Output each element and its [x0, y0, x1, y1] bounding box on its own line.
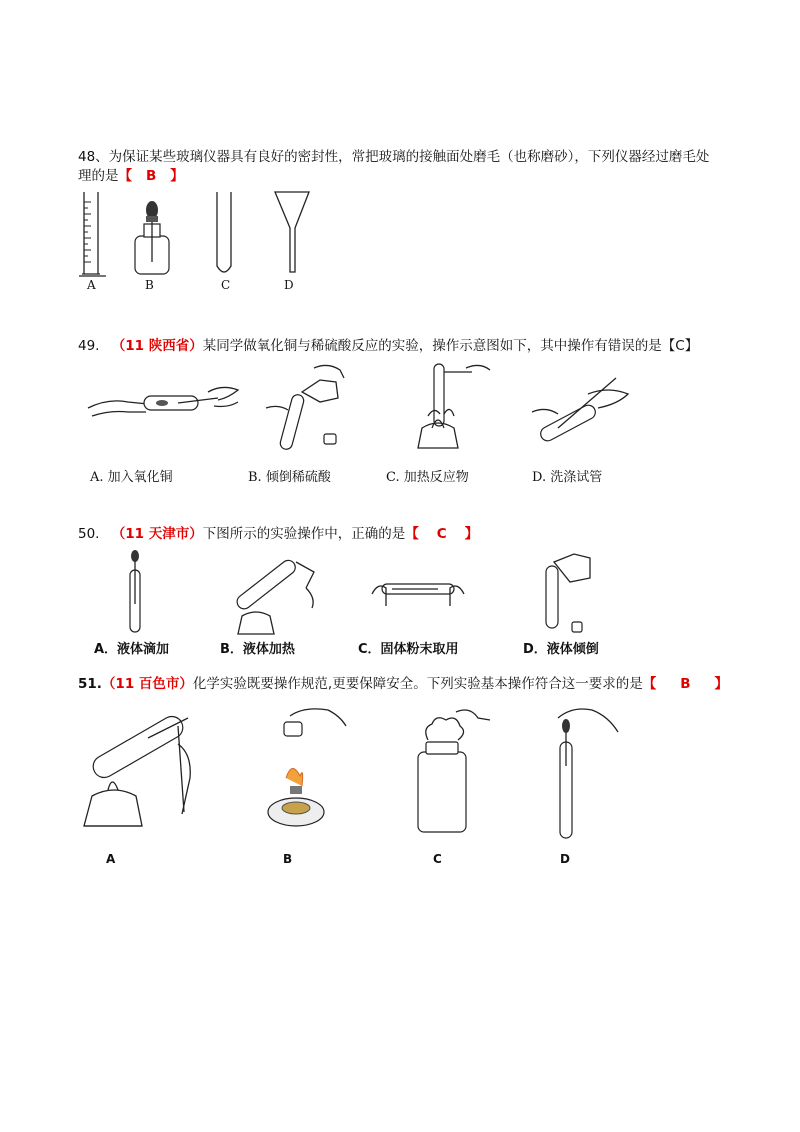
- paren-close: ）: [189, 338, 203, 354]
- answer-bracket-close: 】: [170, 168, 184, 184]
- paren-open: （: [111, 526, 126, 542]
- question-number: 50.: [78, 526, 100, 542]
- figure-label-d: D: [284, 278, 294, 292]
- figure-label-b: B: [145, 278, 154, 292]
- horizontal-tube-spatula-figure: [88, 387, 238, 416]
- operation-label-c: C. 加热反应物: [386, 470, 469, 485]
- q50-operation-figures: [120, 548, 620, 636]
- question-48-text-cont: 理的是: [78, 168, 119, 184]
- question-number: 49.: [78, 338, 100, 354]
- q48-apparatus-figures: [72, 188, 392, 280]
- liquid-pouring-figure: [546, 554, 590, 632]
- paren-close: ）: [189, 526, 203, 542]
- answer-bracket-close: 】: [464, 526, 479, 542]
- pouring-acid-figure: [266, 365, 344, 450]
- question-source: 11 天津市: [125, 526, 190, 542]
- q49-operation-figures: [88, 358, 648, 458]
- question-source: 11 百色市: [115, 676, 180, 692]
- heating-tube-clamp-figure: [84, 712, 190, 826]
- paren-open: （: [111, 338, 126, 354]
- question-number: 51.: [78, 676, 102, 692]
- dropper-bottle-figure: [135, 201, 169, 274]
- solid-powder-figure: [372, 584, 464, 606]
- washing-tube-figure: [532, 378, 628, 443]
- figure-label-d: D: [560, 852, 570, 866]
- answer-bracket-open: 【: [405, 526, 419, 542]
- liquid-heating-figure: [234, 558, 314, 634]
- question-49-text: 某同学做氧化铜与稀硫酸反应的实验，操作示意图如下，其中操作有错误的是【C】: [202, 338, 699, 354]
- question-48-text: 48、为保证某些玻璃仪器具有良好的密封性，常把玻璃的接触面处磨毛（也称磨砂），下列仪器经过磨毛处: [78, 149, 710, 165]
- alcohol-lamp-figure: [268, 709, 346, 826]
- answer-bracket-open: 【: [642, 676, 657, 692]
- question-50: [78, 522, 478, 546]
- funnel-figure: [275, 192, 309, 272]
- gas-jar-figure: [418, 710, 490, 832]
- figure-label-a: A: [87, 278, 96, 292]
- figure-label-c: C: [221, 278, 231, 292]
- paren-open: （: [101, 676, 116, 692]
- dropper-into-tube-figure: [130, 550, 140, 632]
- paren-close: ）: [179, 676, 193, 692]
- graduated-cylinder-figure: [79, 192, 106, 276]
- q51-operation-figures: [78, 704, 648, 840]
- answer-48: B: [146, 168, 157, 184]
- question-48-line2: [78, 164, 184, 188]
- question-51-text: 化学实验既要操作规范,更要保障安全。下列实验基本操作符合这一要求的是: [192, 676, 643, 692]
- operation-label-b: B. 倾倒稀硫酸: [248, 470, 331, 485]
- question-51: [78, 672, 728, 696]
- operation-label-b: B．液体加热: [220, 642, 295, 657]
- operation-label-d: D．液体倾倒: [523, 642, 599, 657]
- question-source: 11 陕西省: [125, 338, 190, 354]
- test-tube-figure: [217, 192, 231, 272]
- question-49: [78, 334, 698, 358]
- operation-label-c: C．固体粉末取用: [358, 642, 459, 657]
- question-50-text: 下图所示的实验操作中，正确的是: [202, 526, 406, 542]
- dropper-test-tube-figure: [558, 709, 618, 838]
- figure-label-b: B: [283, 852, 293, 866]
- operation-label-d: D. 洗涤试管: [532, 470, 603, 485]
- operation-label-a: A．液体滴加: [94, 642, 170, 657]
- answer-51: B: [680, 676, 691, 692]
- operation-label-a: A. 加入氧化铜: [90, 470, 173, 485]
- answer-bracket-close: 】: [714, 676, 729, 692]
- answer-bracket-open: 【: [118, 168, 132, 184]
- figure-label-a: A: [106, 852, 116, 866]
- answer-50: C: [436, 526, 447, 542]
- heating-test-tube-figure: [418, 364, 490, 448]
- figure-label-c: C: [433, 852, 442, 866]
